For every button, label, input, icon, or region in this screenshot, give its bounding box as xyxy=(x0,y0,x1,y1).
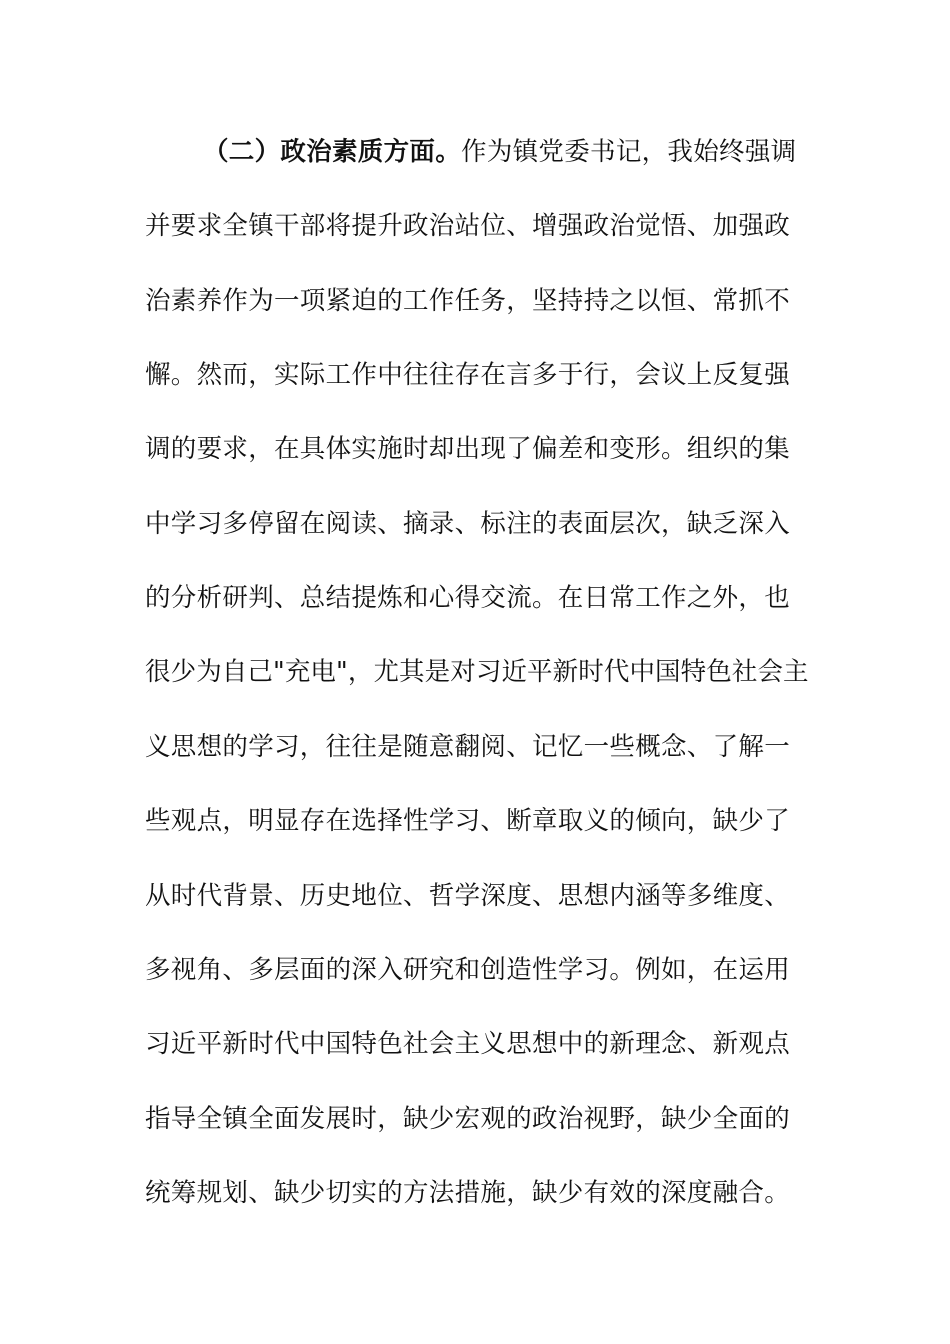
paragraph-line-9: 义思想的学习，往往是随意翻阅、记忆一些概念、了解一 xyxy=(145,732,791,762)
paragraph-line-7: 的分析研判、总结提炼和心得交流。在日常工作之外，也 xyxy=(145,583,791,613)
paragraph-line-4: 懈。然而，实际工作中往往存在言多于行，会议上反复强 xyxy=(145,360,791,390)
paragraph-text: 作为镇党委书记，我始终强调 xyxy=(461,137,797,167)
paragraph-line-1 xyxy=(203,132,810,172)
paragraph-line-14: 指导全镇全面发展时，缺少宏观的政治视野，缺少全面的 xyxy=(145,1104,791,1134)
section-heading: （二）政治素质方面。 xyxy=(203,137,462,167)
paragraph-line-10: 些观点，明显存在选择性学习、断章取义的倾向，缺少了 xyxy=(145,806,791,836)
paragraph-line-15: 统筹规划、缺少切实的方法措施，缺少有效的深度融合。 xyxy=(145,1178,791,1208)
paragraph-line-2: 并要求全镇干部将提升政治站位、增强政治觉悟、加强政 xyxy=(145,211,791,241)
paragraph-line-8: 很少为自己"充电"，尤其是对习近平新时代中国特色社会主 xyxy=(145,657,809,687)
paragraph-line-12: 多视角、多层面的深入研究和创造性学习。例如，在运用 xyxy=(145,955,791,985)
paragraph-line-11: 从时代背景、历史地位、哲学深度、思想内涵等多维度、 xyxy=(145,881,791,911)
paragraph-line-3: 治素养作为一项紧迫的工作任务，坚持持之以恒、常抓不 xyxy=(145,286,791,316)
paragraph-line-5: 调的要求，在具体实施时却出现了偏差和变形。组织的集 xyxy=(145,434,791,464)
paragraph-line-6: 中学习多停留在阅读、摘录、标注的表面层次，缺乏深入 xyxy=(145,509,791,539)
paragraph-line-13: 习近平新时代中国特色社会主义思想中的新理念、新观点 xyxy=(145,1029,791,1059)
